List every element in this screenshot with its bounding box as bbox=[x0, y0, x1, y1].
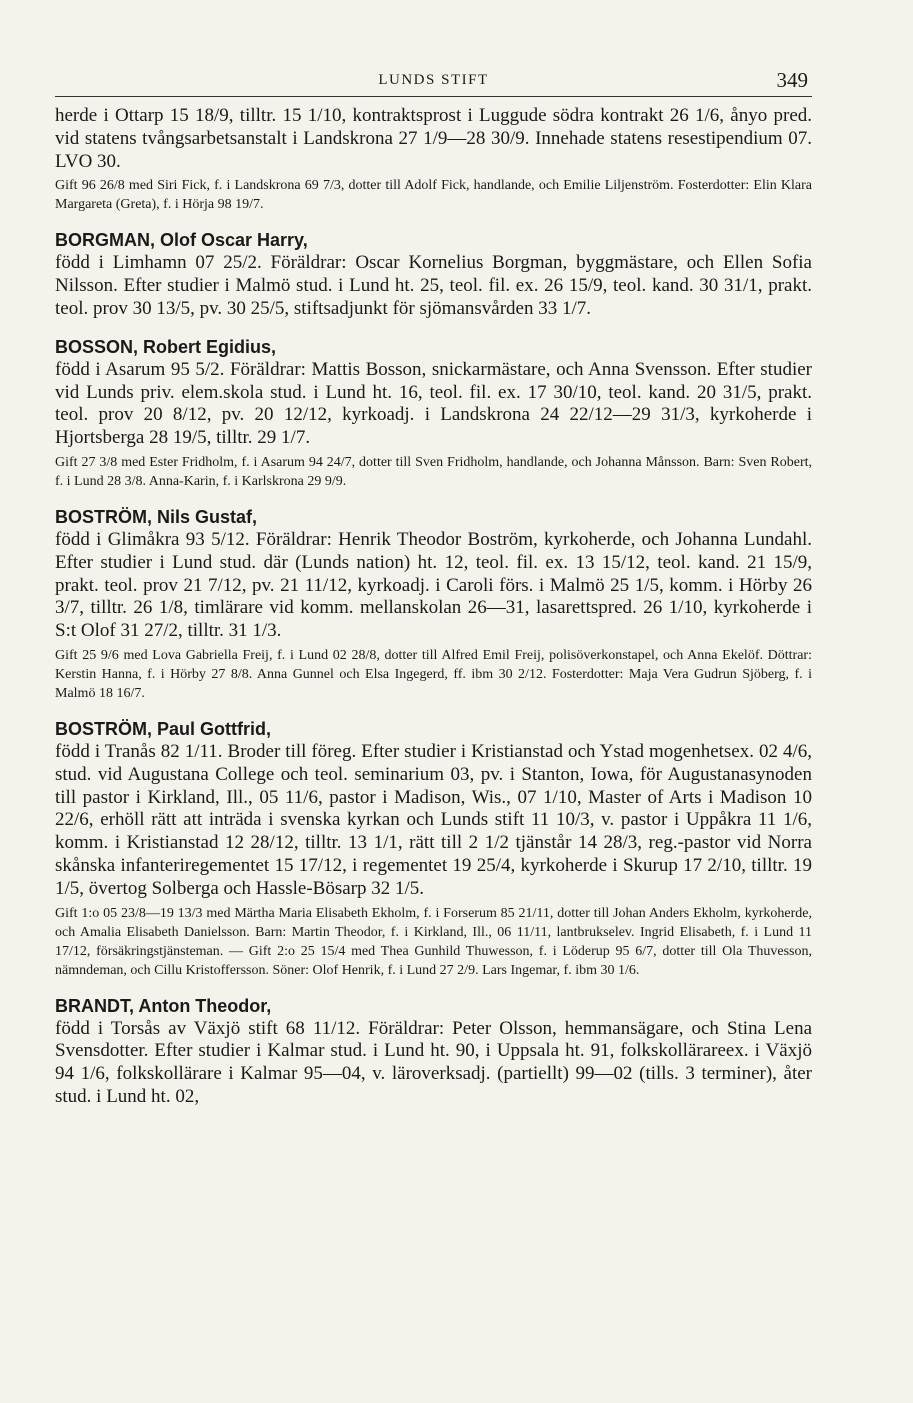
entry-bostrom-paul bbox=[55, 718, 812, 980]
entry-text: född i Tranås 82 1/11. Broder till föreg. Efter studier i Kristianstad och Ystad mogenhetsex. 02 4/6, stud. vid Augustana College och teol. seminarium 03, pv. i Stanton, Iowa, för Augustanasynoden till pastor i Kirkland, Ill., 05 11/6, pastor i Madison, Wis., 07 1/10, Master of Arts i Madison 10 22/6, erhöll rätt att inträda i svenska kyrkan och Lunds stift 11 10/3, v. pastor i Uppåkra 11 1/6, komm. i Kristianstad 12 28/12, tilltr. 13 1/1, rätt till 2 1/2 tjänstår 14 28/3, reg.-pastor vid Norra skånska infanteriregementet 15 17/12, i regementet 19 25/4, kyrkoherde i Skurup 17 2/10, tilltr. 19 1/5, övertog Solberga och Hassle-Bösarp 32 1/5. bbox=[55, 740, 812, 899]
document-page bbox=[55, 62, 812, 1124]
entry-borgman bbox=[55, 229, 812, 320]
entry-family-note: Gift 1:o 05 23/8—19 13/3 med Märtha Maria Elisabeth Ekholm, f. i Forserum 85 21/11, dotter till Johan Anders Ekholm, kyrkoherde, och Amalia Elisabeth Danielsson. Barn: Martin Theodor, f. i Kirkland, Ill., 06 11/11, lantbrukselev. Ingrid Elisabeth, f. i Lund 11 17/12, försäkringstjänsteman. — Gift 2:o 25 15/4 med Thea Gunhild Thuwesson, f. i Löderup 95 6/7, dotter till Ola Thuvesson, nämndeman, och Cillu Kristoffersson. Söner: Olof Henrik, f. i Lund 27 2/9. Lars Ingemar, f. ibm 30 1/6. bbox=[55, 905, 812, 978]
entry-text: herde i Ottarp 15 18/9, tilltr. 15 1/10, kontraktsprost i Luggude södra kontrakt 26 1/6, ånyo pred. vid statens tvångsarbetsanstalt i Landskrona 27 1/9—28 30/9. Innehade statens resestipendium 07. LVO 30. bbox=[55, 105, 812, 172]
running-header bbox=[55, 62, 812, 97]
entry-brandt bbox=[55, 995, 812, 1109]
entry-heading: BOSTRÖM, Paul Gottfrid, bbox=[55, 718, 271, 739]
entry-heading: BOSSON, Robert Egidius, bbox=[55, 336, 277, 357]
entry-text: född i Torsås av Växjö stift 68 11/12. Föräldrar: Peter Olsson, hemmansägare, och Stina Lena Svensdotter. Efter studier i Kalmar stud. i Lund ht. 90, i Uppsala ht. 91, folkskollärareex. i Växjö 94 1/6, folkskollärare i Kalmar 95—04, v. läroverksadj. (partiellt) 99—02 (tills. 3 terminer), åter stud. i Lund ht. 02, bbox=[55, 1017, 812, 1107]
entry-family-note: Gift 25 9/6 med Lova Gabriella Freij, f. i Lund 02 28/8, dotter till Alfred Emil Freij, polisöverkonstapel, och Anna Ekelöf. Döttrar: Kerstin Hanna, f. i Hörby 27 8/8. Anna Gunnel och Elsa Ingegerd, ff. ibm 30 2/12. Fosterdotter: Maja Vera Gudrun Sjöberg, f. i Malmö 18 16/7. bbox=[55, 647, 812, 701]
page-number: 349 bbox=[776, 68, 808, 92]
entry-family-note: Gift 27 3/8 med Ester Fridholm, f. i Asarum 94 24/7, dotter till Sven Fridholm, handlande, och Johanna Månsson. Barn: Sven Robert, f. i Lund 28 3/8. Anna-Karin, f. i Karlskrona 29 9/9. bbox=[55, 454, 812, 489]
entry-text: född i Asarum 95 5/2. Föräldrar: Mattis Bosson, snickarmästare, och Anna Svensson. Efter studier vid Lunds priv. elem.skola stud. i Lund ht. 16, teol. fil. ex. 17 30/10, teol. kand. 20 31/5, prakt. teol. prov 20 8/12, pv. 20 12/12, kyrkoadj. i Landskrona 24 22/12—29 31/3, kyrkoherde i Hjortsberga 28 19/5, tilltr. 29 1/7. bbox=[55, 358, 812, 449]
entry-family-note: Gift 96 26/8 med Siri Fick, f. i Landskrona 69 7/3, dotter till Adolf Fick, handlande, och Emilie Liljenström. Fosterdotter: Elin Klara Margareta (Greta), f. i Hörja 98 19/7. bbox=[55, 178, 812, 213]
entry-continuation bbox=[55, 105, 812, 214]
entry-text: född i Glimåkra 93 5/12. Föräldrar: Henrik Theodor Boström, kyrkoherde, och Johanna Lundahl. Efter studier i Lund stud. där (Lunds nation) ht. 12, teol. fil. ex. 13 15/12, teol. kand. 21 15/9, prakt. teol. prov 21 7/12, pv. 21 11/12, kyrkoadj. i Caroli förs. i Malmö 25 1/5, komm. i Hörby 26 3/7, tilltr. 26 1/8, timlärare vid komm. mellanskolan 26—31, lasarettspred. 26 1/10, kyrkoherde i S:t Olof 31 27/2, tilltr. 31 1/3. bbox=[55, 528, 812, 642]
entry-bosson bbox=[55, 336, 812, 491]
entry-heading: BRANDT, Anton Theodor, bbox=[55, 995, 272, 1016]
entry-heading: BOSTRÖM, Nils Gustaf, bbox=[55, 506, 258, 527]
entry-heading: BORGMAN, Olof Oscar Harry, bbox=[55, 230, 308, 251]
entry-bostrom-nils bbox=[55, 506, 812, 703]
entry-text: född i Limhamn 07 25/2. Föräldrar: Oscar Kornelius Borgman, byggmästare, och Ellen Sofia Nilsson. Efter studier i Malmö stud. i Lund ht. 25, teol. fil. ex. 26 15/9, teol. kand. 30 31/1, prakt. teol. prov 30 13/5, pv. 30 25/5, stiftsadjunkt för sjömansvården 33 1/7. bbox=[55, 252, 812, 319]
entries-body bbox=[55, 97, 812, 1109]
running-title: LUNDS STIFT bbox=[378, 72, 489, 88]
